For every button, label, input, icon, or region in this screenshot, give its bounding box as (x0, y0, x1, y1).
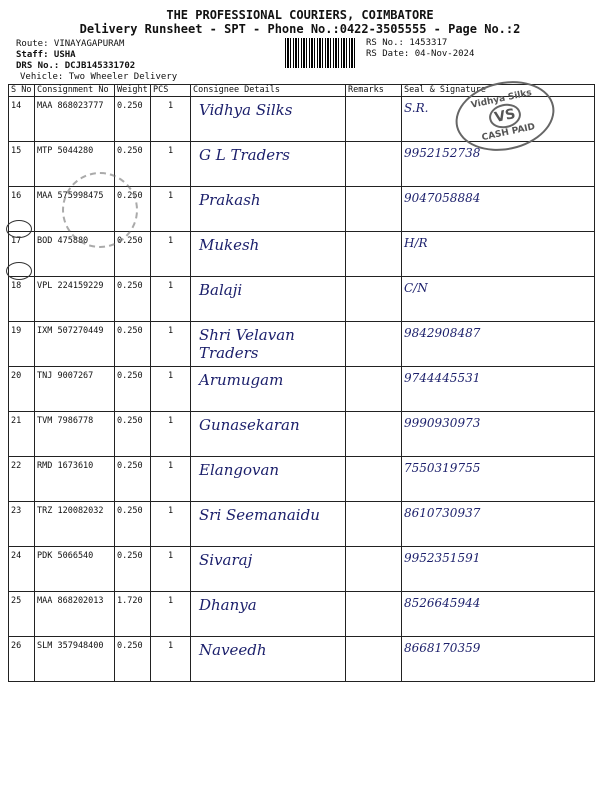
signature-cell: 7550319755 (402, 457, 595, 502)
consignment-number-cell: TRZ 120082032 (35, 502, 115, 547)
consignee-cell: Dhanya (191, 592, 346, 637)
consignment-number-cell: RMD 1673610 (35, 457, 115, 502)
consignment-number-cell: MTP 5044280 (35, 142, 115, 187)
consignment-number-cell: MAA 575998475 (35, 187, 115, 232)
serial-number-cell: 19 (9, 322, 35, 367)
remarks-cell (346, 412, 402, 457)
pcs-cell: 1 (151, 637, 191, 682)
company-title: THE PROFESSIONAL COURIERS, COIMBATORE (166, 8, 434, 22)
column-header: S No (9, 85, 35, 97)
table-row (9, 457, 595, 502)
table-row (9, 367, 595, 412)
pcs-cell: 1 (151, 232, 191, 277)
weight-cell: 1.720 (115, 592, 151, 637)
table-row (9, 637, 595, 682)
serial-number-cell: 21 (9, 412, 35, 457)
drs-number: DRS No.: DCJB145331702 (16, 61, 136, 71)
stamp-bottom-text: CASH PAID (480, 122, 537, 144)
pcs-cell: 1 (151, 187, 191, 232)
pcs-cell: 1 (151, 547, 191, 592)
serial-number-cell: 22 (9, 457, 35, 502)
weight-cell: 0.250 (115, 97, 151, 142)
table-row (9, 277, 595, 322)
serial-number-cell: 23 (9, 502, 35, 547)
weight-cell: 0.250 (115, 637, 151, 682)
pcs-cell: 1 (151, 277, 191, 322)
weight-cell: 0.250 (115, 457, 151, 502)
weight-cell: 0.250 (115, 367, 151, 412)
signature-cell: 8668170359 (402, 637, 595, 682)
signature-cell: 8610730937 (402, 502, 595, 547)
serial-number-cell: 24 (9, 547, 35, 592)
barcode (285, 38, 357, 68)
column-header: Consignee Details (191, 85, 346, 97)
signature-cell: 9047058884 (402, 187, 595, 232)
consignee-cell: Arumugam (191, 367, 346, 412)
consignment-number-cell: PDK 5066540 (35, 547, 115, 592)
serial-number-cell: 16 (9, 187, 35, 232)
consignee-cell: Naveedh (191, 637, 346, 682)
consignee-cell: Elangovan (191, 457, 346, 502)
table-row (9, 502, 595, 547)
round-seal-stamp (62, 172, 138, 248)
signature-cell: 9744445531 (402, 367, 595, 412)
pcs-cell: 1 (151, 592, 191, 637)
consignee-cell: G L Traders (191, 142, 346, 187)
weight-cell: 0.250 (115, 502, 151, 547)
weight-cell: 0.250 (115, 322, 151, 367)
signature-cell: 9952152738 (402, 142, 595, 187)
serial-number-cell: 18 (9, 277, 35, 322)
vehicle-label: Vehicle: Two Wheeler Delivery (20, 72, 178, 82)
pcs-cell: 1 (151, 322, 191, 367)
weight-cell: 0.250 (115, 547, 151, 592)
table-row (9, 322, 595, 367)
table-row (9, 547, 595, 592)
weight-cell: 0.250 (115, 232, 151, 277)
pcs-cell: 1 (151, 502, 191, 547)
signature-cell: H/R (402, 232, 595, 277)
remarks-cell (346, 232, 402, 277)
serial-number-cell: 17 (9, 232, 35, 277)
serial-number-cell: 25 (9, 592, 35, 637)
route-label: Route: VINAYAGAPURAM (16, 39, 125, 49)
stamp-logo: VS (486, 101, 523, 131)
weight-cell: 0.250 (115, 412, 151, 457)
remarks-cell (346, 457, 402, 502)
signature-cell: C/N (402, 277, 595, 322)
column-header: Remarks (346, 85, 402, 97)
weight-cell: 0.250 (115, 187, 151, 232)
serial-number-cell: 14 (9, 97, 35, 142)
signature-cell: 8526645944 (402, 592, 595, 637)
table-row (9, 592, 595, 637)
consignment-number-cell: TNJ 9007267 (35, 367, 115, 412)
remarks-cell (346, 322, 402, 367)
remarks-cell (346, 97, 402, 142)
runsheet-title: Delivery Runsheet - SPT - Phone No.:0422-3505555 - Page No.:2 (79, 22, 521, 36)
consignment-number-cell: MAA 868202013 (35, 592, 115, 637)
serial-number-cell: 20 (9, 367, 35, 412)
stamp-top-text: Vidhya Silks (470, 88, 533, 111)
consignee-cell: Vidhya Silks (191, 97, 346, 142)
column-header: Seal & Signature (402, 85, 595, 97)
column-header: Consignment No (35, 85, 115, 97)
weight-cell: 0.250 (115, 277, 151, 322)
consignee-cell: Sri Seemanaidu (191, 502, 346, 547)
consignee-cell: Prakash (191, 187, 346, 232)
signature-cell: 9842908487 (402, 322, 595, 367)
serial-number-cell: 15 (9, 142, 35, 187)
remarks-cell (346, 592, 402, 637)
weight-cell: 0.250 (115, 142, 151, 187)
consignment-number-cell: TVM 7986778 (35, 412, 115, 457)
table-row (9, 412, 595, 457)
pcs-cell: 1 (151, 457, 191, 502)
consignment-number-cell: MAA 868023777 (35, 97, 115, 142)
consignment-number-cell: IXM 507270449 (35, 322, 115, 367)
staff-label: Staff: USHA (16, 50, 76, 60)
remarks-cell (346, 502, 402, 547)
row-17-circle-mark (6, 220, 32, 238)
pcs-cell: 1 (151, 142, 191, 187)
remarks-cell (346, 547, 402, 592)
rs-date: RS Date: 04-Nov-2024 (366, 49, 475, 59)
serial-number-cell: 26 (9, 637, 35, 682)
consignee-cell: Balaji (191, 277, 346, 322)
signature-cell: S.R. (402, 97, 595, 142)
consignee-cell: Mukesh (191, 232, 346, 277)
remarks-cell (346, 277, 402, 322)
column-header: PCS (151, 85, 191, 97)
remarks-cell (346, 187, 402, 232)
remarks-cell (346, 637, 402, 682)
consignment-number-cell: SLM 357948400 (35, 637, 115, 682)
consignee-cell: Gunasekaran (191, 412, 346, 457)
column-header: Weight (115, 85, 151, 97)
consignee-cell: Sivaraj (191, 547, 346, 592)
pcs-cell: 1 (151, 367, 191, 412)
signature-cell: 9952351591 (402, 547, 595, 592)
consignment-number-cell: VPL 224159229 (35, 277, 115, 322)
row-18-circle-mark (6, 262, 32, 280)
rs-number: RS No.: 1453317 (366, 38, 448, 48)
remarks-cell (346, 367, 402, 412)
pcs-cell: 1 (151, 97, 191, 142)
consignee-cell: Shri Velavan Traders (191, 322, 346, 367)
consignment-number-cell: BOD 475880 (35, 232, 115, 277)
signature-cell: 9990930973 (402, 412, 595, 457)
pcs-cell: 1 (151, 412, 191, 457)
remarks-cell (346, 142, 402, 187)
